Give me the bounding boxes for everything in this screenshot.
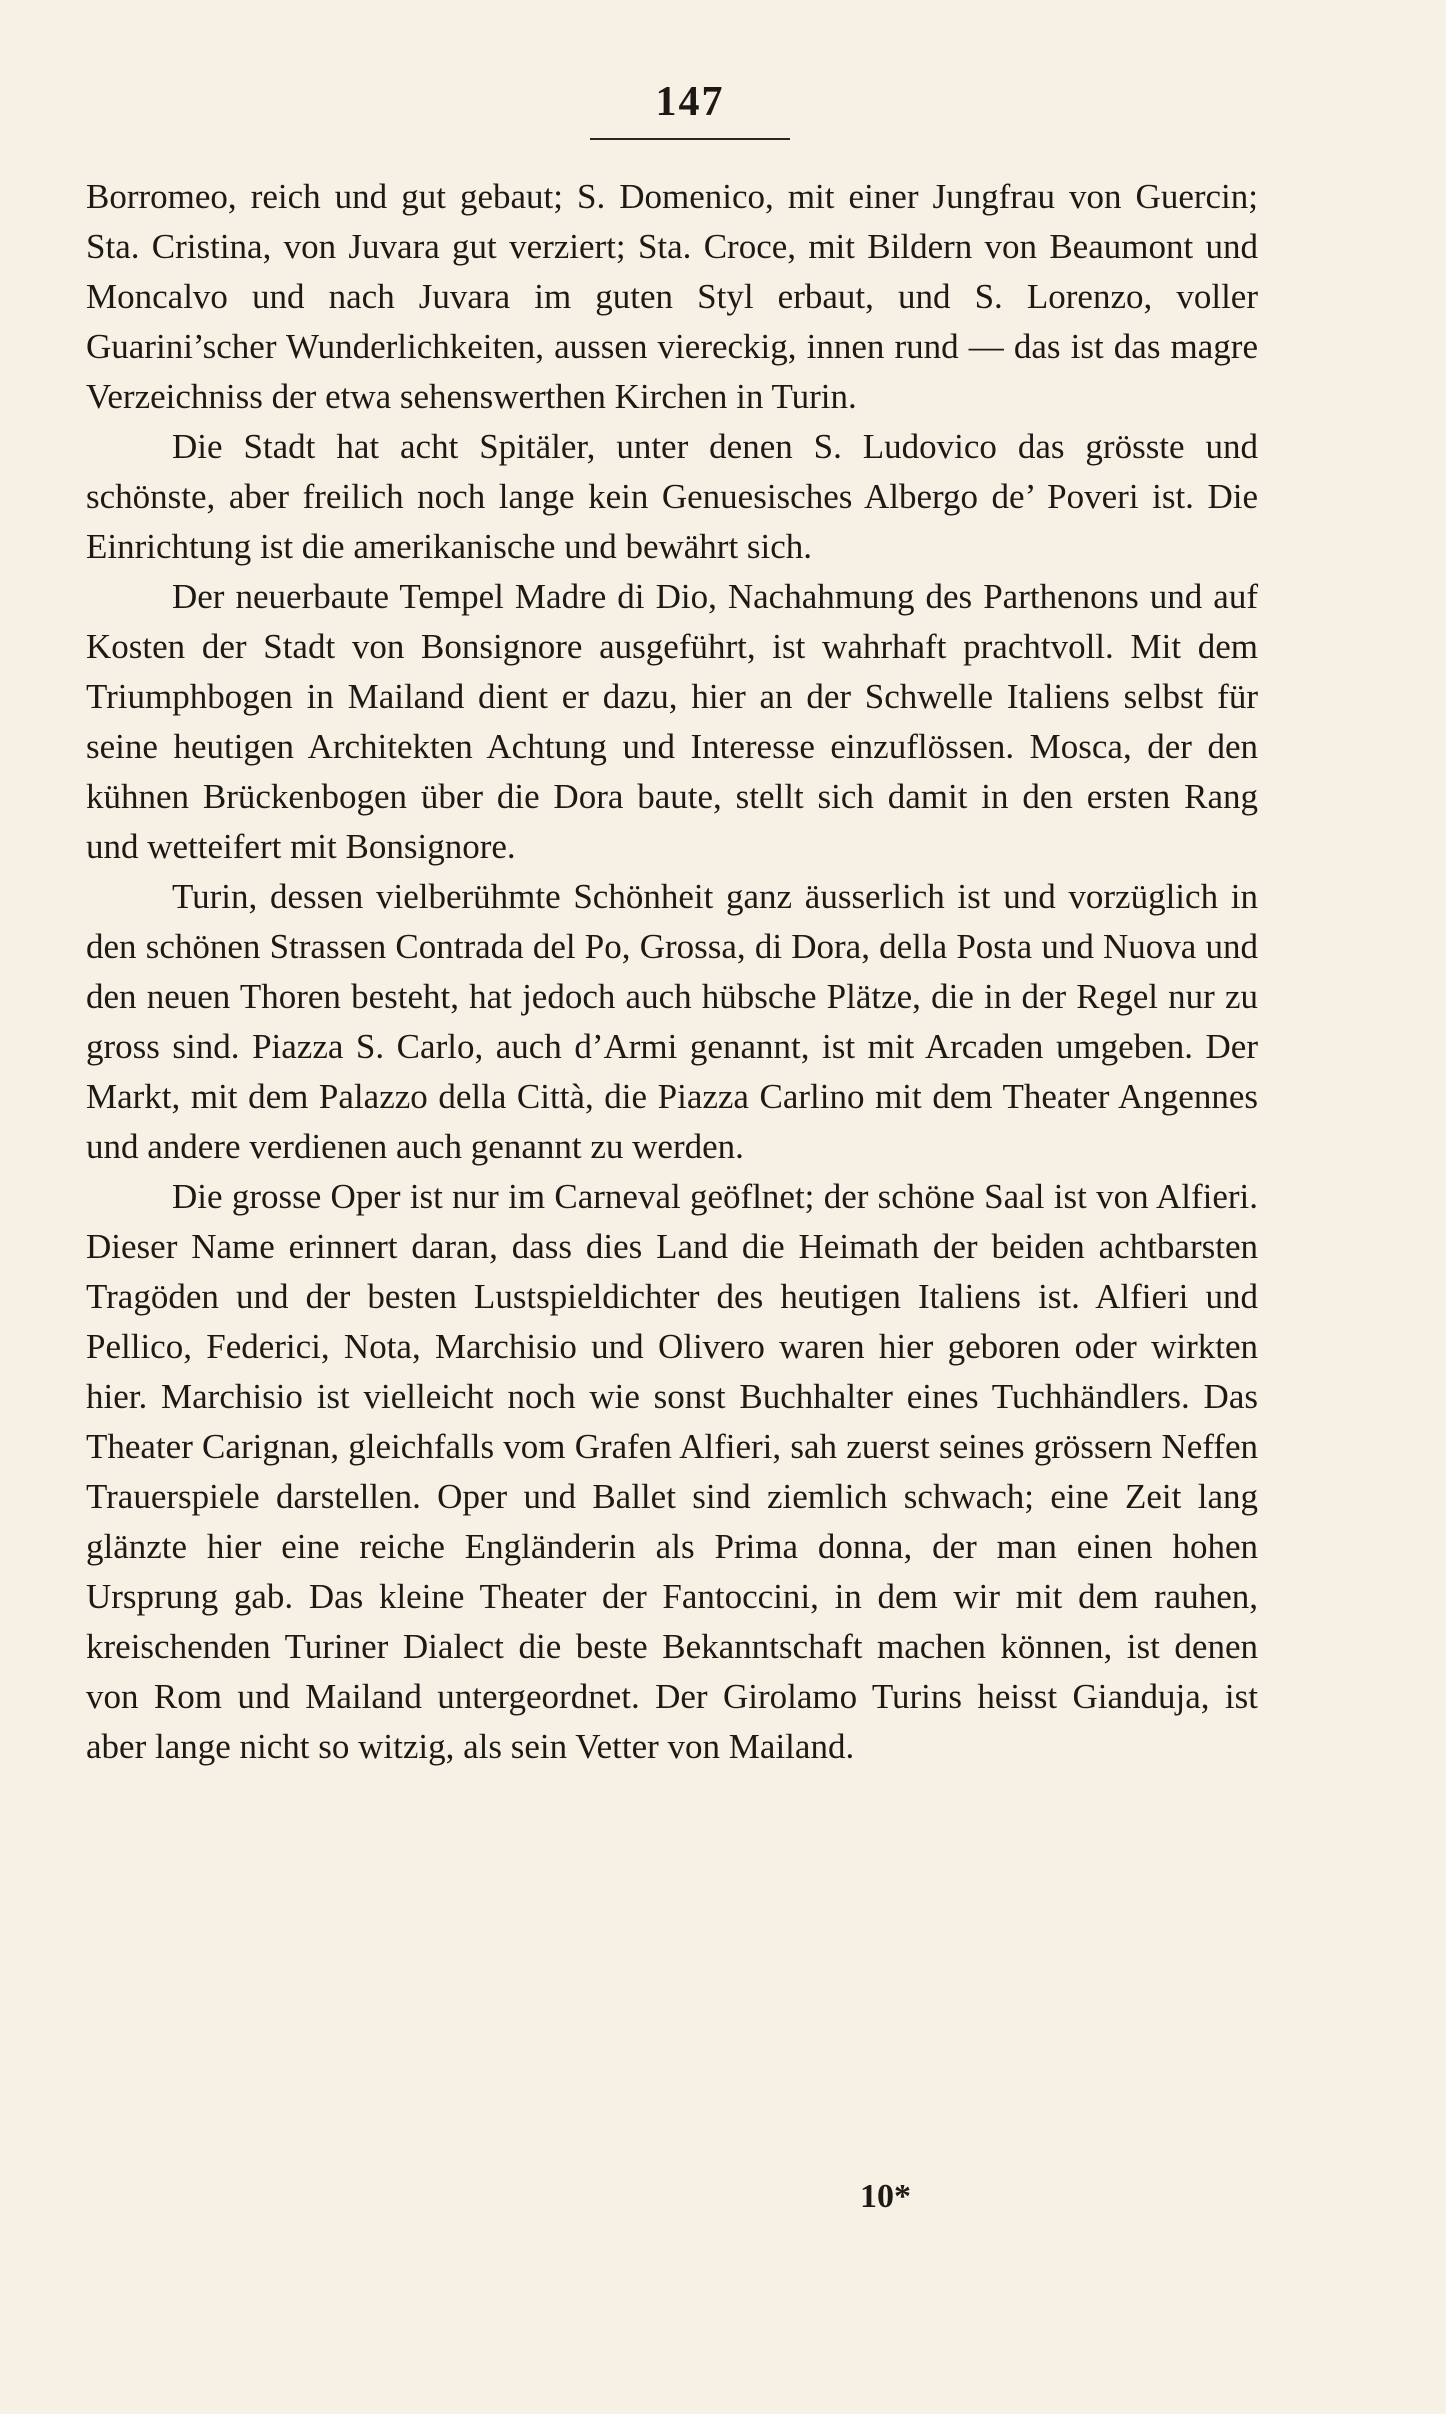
- paragraph-4: Turin, dessen vielberühmte Schönheit ganz äusserlich ist und vorzüglich in den schönen Strassen Contrada del Po, Grossa, di Dora, della Posta und Nuova und den neuen Thoren besteht, hat jedoch auch hübsche Plätze, die in der Regel nur zu gross sind. Piazza S. Carlo, auch d’Armi genannt, ist mit Arcaden umgeben. Der Markt, mit dem Palazzo della Città, die Piazza Carlino mit dem Theater Angennes und andere verdienen auch genannt zu werden.: [86, 877, 1258, 1166]
- paragraph-1: Borromeo, reich und gut gebaut; S. Domenico, mit einer Jungfrau von Guercin; Sta. Cristina, von Juvara gut verziert; Sta. Croce, mit Bildern von Beaumont und Moncalvo und nach Juvara im guten Styl erbaut, und S. Lorenzo, voller Guarini’scher Wunderlichkeiten, aussen viereckig, innen rund — das ist das magre Verzeichniss der etwa sehenswerthen Kirchen in Turin.: [86, 177, 1258, 416]
- body-text: [86, 172, 1258, 1772]
- paragraph-2: Die Stadt hat acht Spitäler, unter denen S. Ludovico das grösste und schönste, aber freilich noch lange kein Genuesisches Albergo de’ Poveri ist. Die Einrichtung ist die amerikanische und bewährt sich.: [86, 427, 1258, 566]
- paragraph-3: Der neuerbaute Tempel Madre di Dio, Nachahmung des Parthenons und auf Kosten der Stadt von Bonsignore ausgeführt, ist wahrhaft prachtvoll. Mit dem Triumphbogen in Mailand dient er dazu, hier an der Schwelle Italiens selbst für seine heutigen Architekten Achtung und Interesse einzuflössen. Mosca, der den kühnen Brückenbogen über die Dora baute, stellt sich damit in den ersten Rang und wetteifert mit Bonsignore.: [86, 577, 1258, 866]
- signature-mark: 10*: [860, 2178, 911, 2215]
- page-number: 147: [655, 79, 725, 125]
- header-rule: [590, 138, 790, 140]
- paragraph-5: Die grosse Oper ist nur im Carneval geöflnet; der schöne Saal ist von Alfieri. Dieser Name erinnert daran, dass dies Land die Heimath der beiden achtbarsten Tragöden und der besten Lustspieldichter des heutigen Italiens ist. Alfieri und Pellico, Federici, Nota, Marchisio und Olivero waren hier geboren oder wirkten hier. Marchisio ist vielleicht noch wie sonst Buchhalter eines Tuchhändlers. Das Theater Carignan, gleichfalls vom Grafen Alfieri, sah zuerst seines grössern Neffen Trauerspiele darstellen. Oper und Ballet sind ziemlich schwach; eine Zeit lang glänzte hier eine reiche Engländerin als Prima donna, der man einen hohen Ursprung gab. Das kleine Theater der Fantoccini, in dem wir mit dem rauhen, kreischenden Turiner Dialect die beste Bekanntschaft machen können, ist denen von Rom und Mailand untergeordnet. Der Girolamo Turins heisst Gianduja, ist aber lange nicht so witzig, als sein Vetter von Mailand.: [86, 1177, 1258, 1766]
